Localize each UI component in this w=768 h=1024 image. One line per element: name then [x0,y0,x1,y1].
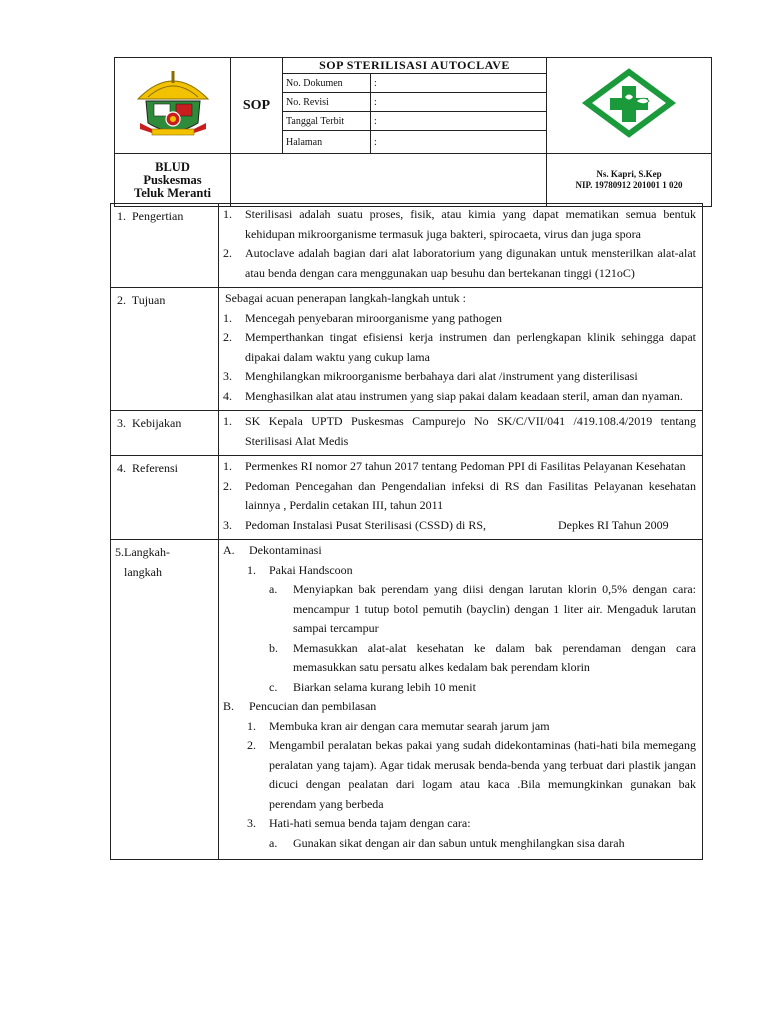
meta-label-no-dokumen: No. Dokumen [283,74,371,93]
item-text: Permenkes RI nomor 27 tahun 2017 tentang Pedoman PPI di Fasilitas Pelayanan Kesehatan [245,459,686,473]
item-text: Pencucian dan pembilasan [249,699,377,713]
section-label-kebijakan: 3. Kebijakan [111,411,219,456]
sop-body-table [110,203,703,860]
section-label-langkah: 5.Langkah- langkah [111,540,219,860]
org-line-puskesmas: Puskesmas [143,172,202,187]
section-kebijakan [111,411,703,456]
item-number: 3. [223,369,232,383]
list-item [269,639,696,678]
section-content-pengertian [219,204,703,288]
item-number: A. [223,543,235,557]
meta-value-no-revisi: : [371,93,547,112]
list-item [247,717,696,737]
meta-value-no-dokumen: : [371,74,547,93]
list-item [223,457,696,477]
section-pengertian [111,204,703,288]
item-text: SK Kepala UPTD Puskesmas Campurejo No SK/C/VII/041 /419.108.4/2019 tentang Sterilisasi Alat Medis [245,414,696,448]
item-text: Memperthankan tingat efisiensi kerja instrumen dan perlengkapan klinik sehingga dapat dipakai dalam waktu yang cukup lama [245,330,696,364]
item-number: 3. [247,816,256,830]
list-item [223,244,696,283]
item-number: 3. [223,517,232,532]
list-item [247,736,696,814]
item-text: Membuka kran air dengan cara memutar searah jarum jam [269,718,550,733]
item-text: Pedoman Pencegahan dan Pengendalian infeksi di RS dan Fasilitas Pelayanan kesehatan lainnya , Perdalin cetakan III, tahun 2011 [245,478,696,512]
list-item [269,580,696,639]
meta-label-tanggal-terbit: Tanggal Terbit [283,112,371,131]
list-item [223,516,696,536]
item-text: Mencegah penyebaran miroorganisme yang pathogen [245,310,503,325]
item-text: Autoclave adalah bagian dari alat laboratorium yang digunakan untuk mensterilkan alat-alat atau benda dengan cara menggunakan uap besuhu dan bertekanan tinggi (121oC) [245,246,696,280]
tujuan-intro: Sebagai acuan penerapan langkah-langkah untuk : [225,291,466,305]
item-number: 1. [223,310,232,325]
section-tujuan [111,288,703,411]
regional-emblem-cell [115,58,231,154]
regional-emblem-icon [132,63,214,143]
list-item [223,477,696,516]
section-label-referensi: 4. Referensi [111,456,219,540]
org-line-blud: BLUD [155,159,190,174]
list-item [223,328,696,367]
item-text: Sterilisasi adalah suatu proses, fisik, atau kimia yang dapat mematikan semua bentuk kehidupan mikroorganisme termasuk juga bakteri, spirocaeta, virus dan juga spora [245,207,696,241]
org-line-location: Teluk Meranti [134,185,211,200]
puskesmas-logo-icon [579,68,679,138]
item-number: a. [269,582,278,596]
step-heading-b [223,697,696,717]
item-text: Mengambil peralatan bekas pakai yang sudah didekontaminas (hati-hati bila memegang peralatan yang tajam). Agar tidak merusak benda-benda yang terbuat dari plastik jangan dicuci dengan pealatan dari logam atau kaca .Bila memungkinkan gunakan bak perendam yang berbeda [269,738,696,811]
meta-value-tanggal-terbit: : [371,112,547,131]
item-text: Memasukkan alat-alat kesehatan ke dalam bak perendaman dengan cara memasukkan satu persatu alkes kedalam bak perendam klorin [293,640,696,674]
item-number: 1. [223,459,232,473]
sop-label: SOP [231,58,283,154]
section-content-referensi [219,456,703,540]
meta-label-halaman: Halaman [283,131,371,154]
list-item [223,412,696,451]
section-content-tujuan [219,288,703,411]
meta-label-no-revisi: No. Revisi [283,93,371,112]
section-label-tujuan: 2. Tujuan [111,288,219,411]
signer-block [547,154,712,207]
item-number: 2. [247,738,256,752]
list-item [223,387,696,407]
item-number: 1. [247,562,256,577]
item-text: Menyiapkan bak perendam yang diisi dengan larutan klorin 0,5% dengan cara: mencampur 1 tutup botol pemutih (bayclin) dengan 1 liter air. Mengaduk larutan sampai tercampur [293,582,696,635]
section-content-langkah [219,540,703,860]
item-number: 2. [223,478,232,493]
item-number: 2. [223,246,232,260]
item-text: Menghilangkan mikroorganisme berbahaya dari alat /instrument yang disterilisasi [245,369,638,383]
item-number: c. [269,679,278,694]
section-content-kebijakan [219,411,703,456]
list-item [247,814,696,834]
item-text: Pedoman Instalasi Pusat Sterilisasi (CSSD) di RS, Depkes RI Tahun 2009 [245,517,669,532]
list-item [269,834,696,854]
section-label-pengertian: 1. Pengertian [111,204,219,288]
item-number: b. [269,640,278,655]
signer-name: Ns. Kapri, S.Kep [596,169,662,179]
item-number: 4. [223,388,232,403]
item-number: 1. [223,207,232,221]
meta-value-halaman: : [371,131,547,154]
sop-header-table [114,57,712,207]
section-langkah [111,540,703,860]
item-number: 1. [247,718,256,733]
list-item [223,367,696,387]
item-number: B. [223,699,235,713]
signer-nip: NIP. 19780912 201001 1 020 [575,180,683,190]
step-subheading-a1 [247,561,696,581]
health-logo-cell [547,58,712,154]
item-number: 2. [223,330,232,344]
blank-cell [231,154,547,207]
item-number: a. [269,835,278,850]
list-item [223,205,696,244]
item-text: Gunakan sikat dengan air dan sabun untuk menghilangkan sisa darah [293,835,625,850]
step-heading-a [223,541,696,561]
organization-name [115,154,231,207]
item-text: Dekontaminasi [249,543,322,557]
section-referensi [111,456,703,540]
item-text: Menghasilkan alat atau instrumen yang siap pakai dalam keadaan steril, aman dan nyaman. [245,388,683,403]
list-item [269,678,696,698]
list-item [223,309,696,329]
item-text: Biarkan selama kurang lebih 10 menit [293,679,476,694]
item-number: 1. [223,414,232,428]
document-title: SOP STERILISASI AUTOCLAVE [283,58,547,74]
item-text: Pakai Handscoon [269,562,353,577]
item-text: Hati-hati semua benda tajam dengan cara: [269,816,471,830]
